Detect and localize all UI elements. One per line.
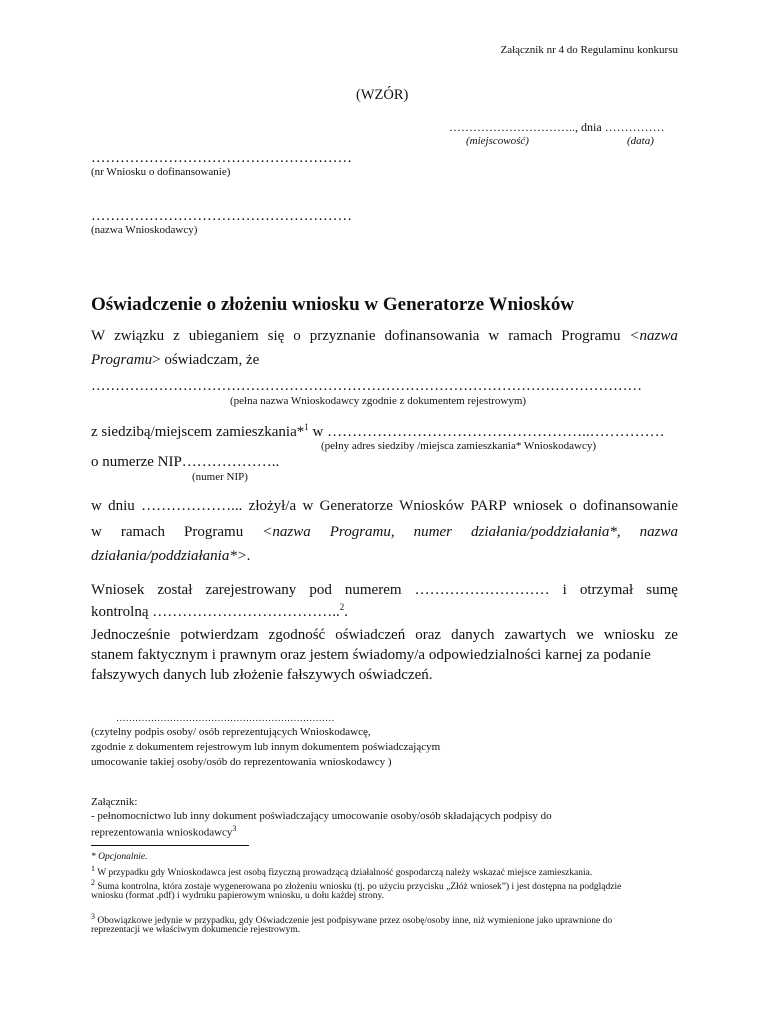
intro-word: ramach xyxy=(508,328,553,344)
intro-program-word: Programu xyxy=(91,352,153,368)
applicant-name-dots: ……………………………………………… xyxy=(91,208,352,224)
program-word: działania/poddziałania*, xyxy=(471,524,621,540)
program-word: w xyxy=(91,524,102,540)
checksum-text: kontrolną ……………………………….. xyxy=(91,604,340,620)
filed-word: Generatorze xyxy=(319,498,393,514)
program-word: Programu xyxy=(184,524,244,540)
registered-word: został xyxy=(157,582,193,598)
confirm-word: oświadczeń xyxy=(335,627,406,643)
confirm-word: ze xyxy=(664,627,678,643)
seat-text: z siedzibą/miejscem zamieszkania* xyxy=(91,424,305,440)
filed-word: dofinansowanie xyxy=(583,498,678,514)
footnote-ref-1: 1 xyxy=(304,422,309,432)
intro-end: > oświadczam, że xyxy=(152,352,260,368)
intro-word: W xyxy=(91,328,106,344)
filed-word: ………………... xyxy=(141,498,243,514)
intro-program-placeholder: <nazwa xyxy=(629,328,678,344)
footnote-1 xyxy=(91,864,592,878)
footnote-1-text: W przypadku gdy Wnioskodawca jest osobą fizyczną prowadzącą działalność gospodarczą należy wskazać miejsce zamieszkania. xyxy=(97,868,593,879)
footnote-3-number: 3 xyxy=(91,912,95,921)
filed-word: Wniosków xyxy=(399,498,465,514)
seat-line xyxy=(91,422,665,441)
signature-caption-2: zgodnie z dokumentem rejestrowym lub innym dokumentem poświadczającym xyxy=(91,741,441,753)
intro-line-2 xyxy=(91,352,259,369)
intro-word: Programu xyxy=(561,328,621,344)
footnote-2-text: Suma kontrolna, która zostaje wygenerowana po złożeniu wniosku (tj. po użyciu przycisku „Złóż wniosek”) i jest dostępna na podglądzie xyxy=(97,882,622,893)
footnote-optional: * Opcjonalnie. xyxy=(91,852,148,862)
intro-word: przyznanie xyxy=(309,328,376,344)
program-word: ramach xyxy=(120,524,166,540)
footnote-3-line-2: reprezentacji we właściwym dokumencie rejestrowym. xyxy=(91,925,301,935)
confirm-word: zgodność xyxy=(268,627,326,643)
signature-caption-1: (czytelny podpis osoby/ osób reprezentujących Wnioskodawcę, xyxy=(91,726,371,738)
footnote-1-number: 1 xyxy=(91,864,95,873)
seat-dots: ……………………………………………..…………… xyxy=(327,424,665,440)
intro-line xyxy=(91,328,678,345)
confirm-line xyxy=(91,627,678,644)
footnote-2-line-2: wniosku (format .pdf) i wydruku papierowym wniosku, u dołu każdej strony. xyxy=(91,891,385,901)
applicant-name-label: (nazwa Wnioskodawcy) xyxy=(91,224,198,236)
filed-word: PARP xyxy=(470,498,507,514)
filed-word: złożył/a xyxy=(248,498,297,514)
signature-dots: …………………………………………………………… xyxy=(116,714,335,724)
program-line xyxy=(91,524,678,541)
registered-word: numerem xyxy=(344,582,402,598)
application-number-label: (nr Wniosku o dofinansowanie) xyxy=(91,166,231,178)
registered-word: ……………………… xyxy=(414,582,550,598)
program-word: <nazwa xyxy=(262,524,311,540)
confirm-word: zawartych xyxy=(504,627,567,643)
confirm-word: Jednocześnie xyxy=(91,627,171,643)
registered-word: Wniosek xyxy=(91,582,145,598)
filed-word: w xyxy=(302,498,314,514)
confirm-line-3: fałszywych danych lub złożenie fałszywych oświadczeń. xyxy=(91,667,433,683)
nip-label: (numer NIP) xyxy=(192,471,248,483)
intro-word: dofinansowania xyxy=(384,328,480,344)
attachment-label: Załącznik: xyxy=(91,796,138,808)
attachment-line-1: - pełnomocnictwo lub inny dokument poświadczający umocowanie osoby/osób składających podpisy do xyxy=(91,810,552,822)
registered-word: zarejestrowany xyxy=(205,582,297,598)
footnote-ref-3: 3 xyxy=(232,824,237,833)
program-word: Programu, xyxy=(329,524,395,540)
footnote-separator xyxy=(91,845,249,846)
confirm-word: potwierdzam xyxy=(180,627,259,643)
filed-line xyxy=(91,498,678,515)
nip-line: o numerze NIP……………….. xyxy=(91,454,280,470)
registered-word: otrzymał xyxy=(579,582,634,598)
footnote-2-number: 2 xyxy=(91,878,95,887)
program-word: nazwa xyxy=(639,524,678,540)
date-label: (data) xyxy=(627,135,654,147)
seat-w: w xyxy=(312,424,324,440)
confirm-line-2: stanem faktycznym i prawnym oraz jestem świadomy/a odpowiedzialności karnej za podanie xyxy=(91,647,651,663)
full-name-label: (pełna nazwa Wnioskodawcy zgodnie z dokumentem rejestrowym) xyxy=(230,395,527,407)
confirm-word: oraz xyxy=(415,627,442,643)
filed-word: dniu xyxy=(108,498,135,514)
place-date-line: ………………………….., dnia …………… xyxy=(449,120,665,134)
intro-word: związku xyxy=(114,328,165,344)
intro-word: z xyxy=(173,328,180,344)
program-line-end: działania/poddziałania*>. xyxy=(91,548,251,564)
footnote-3-text: Obowiązkowe jedynie w przypadku, gdy Oświadczenie jest podpisywane przez osobę/osoby inne, niż wymienione jako uprawnione do xyxy=(97,916,613,927)
checksum-line xyxy=(91,602,348,621)
intro-word: ubieganiem xyxy=(188,328,259,344)
document-title: Oświadczenie o złożeniu wniosku w Generatorze Wniosków xyxy=(91,294,575,315)
program-word: numer xyxy=(413,524,452,540)
intro-word: się xyxy=(267,328,285,344)
full-name-dots: …………………………………………………………………………………………………… xyxy=(91,378,642,394)
application-number-dots: ……………………………………………… xyxy=(91,150,352,166)
footnote-ref-2: 2 xyxy=(339,602,345,612)
filed-word: wniosek xyxy=(512,498,563,514)
signature-caption-3: umocowanie takiej osoby/osób do reprezentowania wnioskodawcy ) xyxy=(91,756,392,768)
place-label: (miejscowość) xyxy=(466,135,529,147)
registered-word: pod xyxy=(309,582,332,598)
registered-line xyxy=(91,582,678,599)
filed-word: o xyxy=(569,498,577,514)
intro-word: o xyxy=(293,328,301,344)
checksum-end: . xyxy=(344,604,348,620)
template-label: (WZÓR) xyxy=(356,87,409,103)
registered-word: sumę xyxy=(646,582,678,598)
attachment-line-2 xyxy=(91,824,236,839)
filed-word: w xyxy=(91,498,102,514)
registered-word: i xyxy=(562,582,567,598)
attachment-text: reprezentowania wnioskodawcy xyxy=(91,826,233,839)
confirm-word: danych xyxy=(451,627,495,643)
confirm-word: we xyxy=(576,627,594,643)
seat-label: (pełny adres siedziby /miejsca zamieszkania* Wnioskodawcy) xyxy=(321,440,597,452)
annex-reference: Załącznik nr 4 do Regulaminu konkursu xyxy=(500,44,678,56)
intro-word: w xyxy=(488,328,500,344)
confirm-word: wniosku xyxy=(603,627,655,643)
